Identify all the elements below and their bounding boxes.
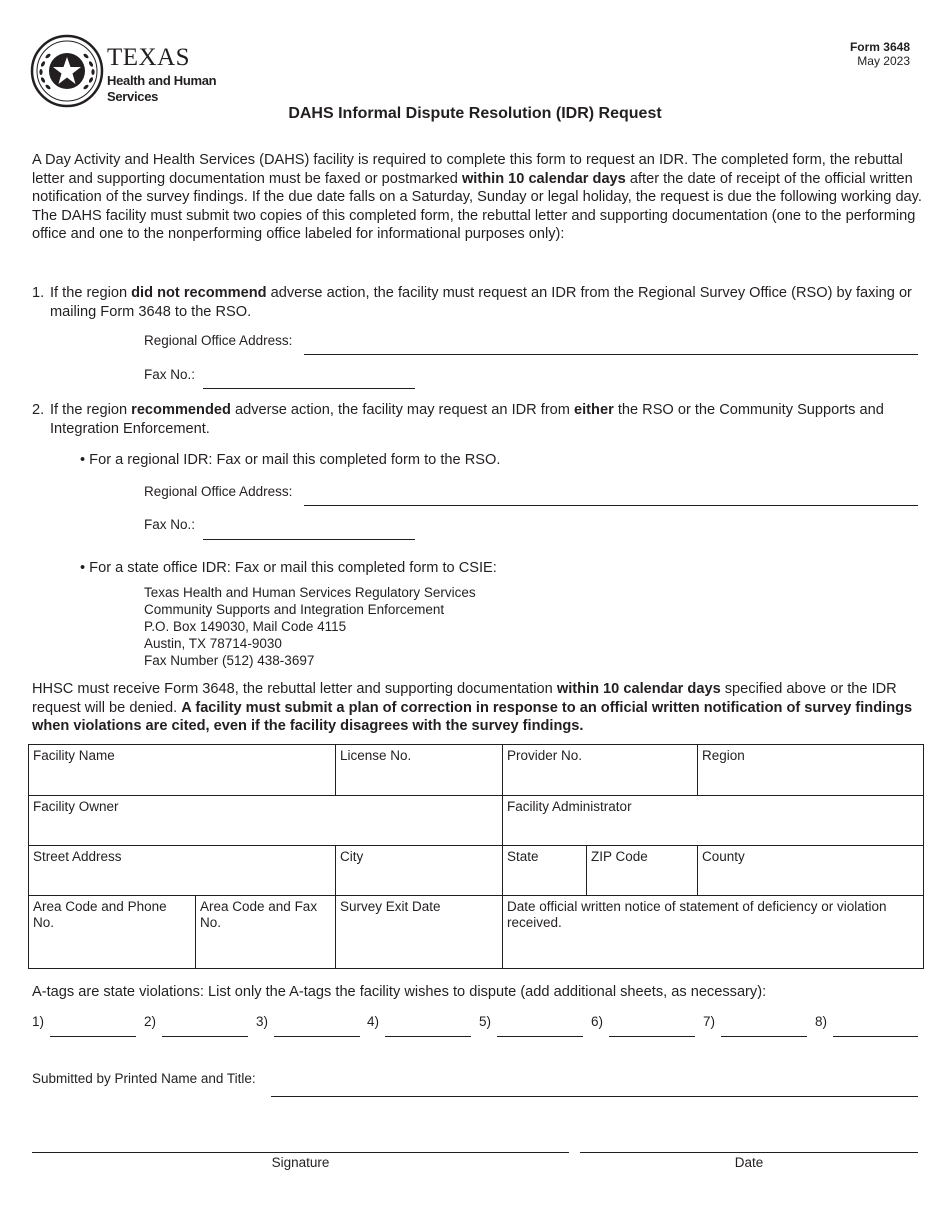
atag-label-2: 2) <box>144 1014 157 1029</box>
atag-field-8[interactable] <box>833 1036 918 1037</box>
intro-paragraph: A Day Activity and Health Services (DAHS) facility is required to complete this form to request an IDR. The completed form, the rebuttal letter and supporting documentation must be faxed or postmarked within 10 calendar days after the date of receipt of the official written notification of the survey findings. If the due date falls on a Saturday, Sunday or legal holiday, the request is due the following working day. The DAHS facility must submit two copies of this completed form, the rebuttal letter and supporting documentation (one to the performing office and one to the nonperforming office labeled for informational purposes only): <box>32 152 922 243</box>
hhs-logo <box>30 34 230 110</box>
state-field[interactable]: State <box>503 846 587 896</box>
form-number: Form 3648 <box>849 40 910 54</box>
submitted-by-field[interactable] <box>271 1096 918 1097</box>
facility-administrator-field[interactable]: Facility Administrator <box>503 796 924 846</box>
table-row <box>29 796 924 846</box>
csie-address: Texas Health and Human Services Regulatory Services Community Supports and Integration Enforcement P.O. Box 149030, Mail Code 4115 Austin, TX 78714-9030 Fax Number (512) 438-3697 <box>144 585 476 668</box>
date-field[interactable] <box>580 1152 918 1153</box>
atag-label-6: 6) <box>591 1014 604 1029</box>
atag-field-6[interactable] <box>609 1036 695 1037</box>
table-row <box>29 896 924 969</box>
atag-label-7: 7) <box>703 1014 716 1029</box>
regional-address-label-1: Regional Office Address: <box>144 333 293 348</box>
table-row <box>29 846 924 896</box>
date-label: Date <box>734 1155 764 1170</box>
regional-address-field-1[interactable] <box>304 354 918 355</box>
atags-instruction: A-tags are state violations: List only the A-tags the facility wishes to dispute (add additional sheets, as necessary): <box>32 984 767 1000</box>
logo-wordmark: TEXAS <box>107 44 191 71</box>
atag-field-7[interactable] <box>721 1036 807 1037</box>
phone-no-field[interactable]: Area Code and Phone No. <box>29 896 196 969</box>
atag-label-5: 5) <box>479 1014 492 1029</box>
form-date: May 2023 <box>857 54 910 68</box>
license-no-field[interactable]: License No. <box>336 745 503 796</box>
regional-idr-bullet: • For a regional IDR: Fax or mail this completed form to the RSO. <box>80 452 501 468</box>
zip-code-field[interactable]: ZIP Code <box>587 846 698 896</box>
atag-label-3: 3) <box>256 1014 269 1029</box>
instruction-item-2: 2. If the region recommended adverse action, the facility may request an IDR from either the RSO or the Community Supports and Integration Enforcement. <box>32 402 884 437</box>
atag-label-1: 1) <box>32 1014 45 1029</box>
survey-exit-date-field[interactable]: Survey Exit Date <box>336 896 503 969</box>
deadline-notice: HHSC must receive Form 3648, the rebuttal letter and supporting documentation within 10 calendar days specified above or the IDR request will be denied. A facility must submit a plan of correction in response to an official written notification of survey findings when violations are cited, even if the facility disagrees with the survey findings. <box>32 681 913 735</box>
facility-name-field[interactable]: Facility Name <box>29 745 336 796</box>
atag-field-5[interactable] <box>497 1036 583 1037</box>
signature-field[interactable] <box>32 1152 569 1153</box>
provider-no-field[interactable]: Provider No. <box>503 745 698 796</box>
fax-label-1: Fax No.: <box>144 367 196 382</box>
instruction-item-1: 1. If the region did not recommend adverse action, the facility must request an IDR from the Regional Survey Office (RSO) by faxing or mailing Form 3648 to the RSO. <box>32 285 912 320</box>
atag-field-2[interactable] <box>162 1036 248 1037</box>
page-title: DAHS Informal Dispute Resolution (IDR) Request <box>288 105 662 122</box>
atag-field-3[interactable] <box>274 1036 360 1037</box>
facility-owner-field[interactable]: Facility Owner <box>29 796 503 846</box>
street-address-field[interactable]: Street Address <box>29 846 336 896</box>
region-field[interactable]: Region <box>698 745 924 796</box>
atag-label-4: 4) <box>367 1014 380 1029</box>
atag-label-8: 8) <box>815 1014 828 1029</box>
state-idr-bullet: • For a state office IDR: Fax or mail this completed form to CSIE: <box>80 560 497 576</box>
fax-label-2: Fax No.: <box>144 517 196 532</box>
texas-seal-icon <box>30 34 104 108</box>
fax-field-1[interactable] <box>203 388 415 389</box>
city-field[interactable]: City <box>336 846 503 896</box>
fax-field-2[interactable] <box>203 539 415 540</box>
logo-subtitle: Health and Human Services <box>107 73 217 104</box>
atag-field-1[interactable] <box>50 1036 136 1037</box>
form-number-block <box>850 40 910 68</box>
atag-field-4[interactable] <box>385 1036 471 1037</box>
submitted-by-label: Submitted by Printed Name and Title: <box>32 1071 256 1086</box>
table-row <box>29 745 924 796</box>
regional-address-label-2: Regional Office Address: <box>144 484 293 499</box>
facility-info-table <box>28 744 924 969</box>
regional-address-field-2[interactable] <box>304 505 918 506</box>
signature-label: Signature <box>271 1155 330 1170</box>
county-field[interactable]: County <box>698 846 924 896</box>
fax-no-field[interactable]: Area Code and Fax No. <box>196 896 336 969</box>
notice-received-date-field[interactable]: Date official written notice of statement of deficiency or violation received. <box>503 896 924 969</box>
